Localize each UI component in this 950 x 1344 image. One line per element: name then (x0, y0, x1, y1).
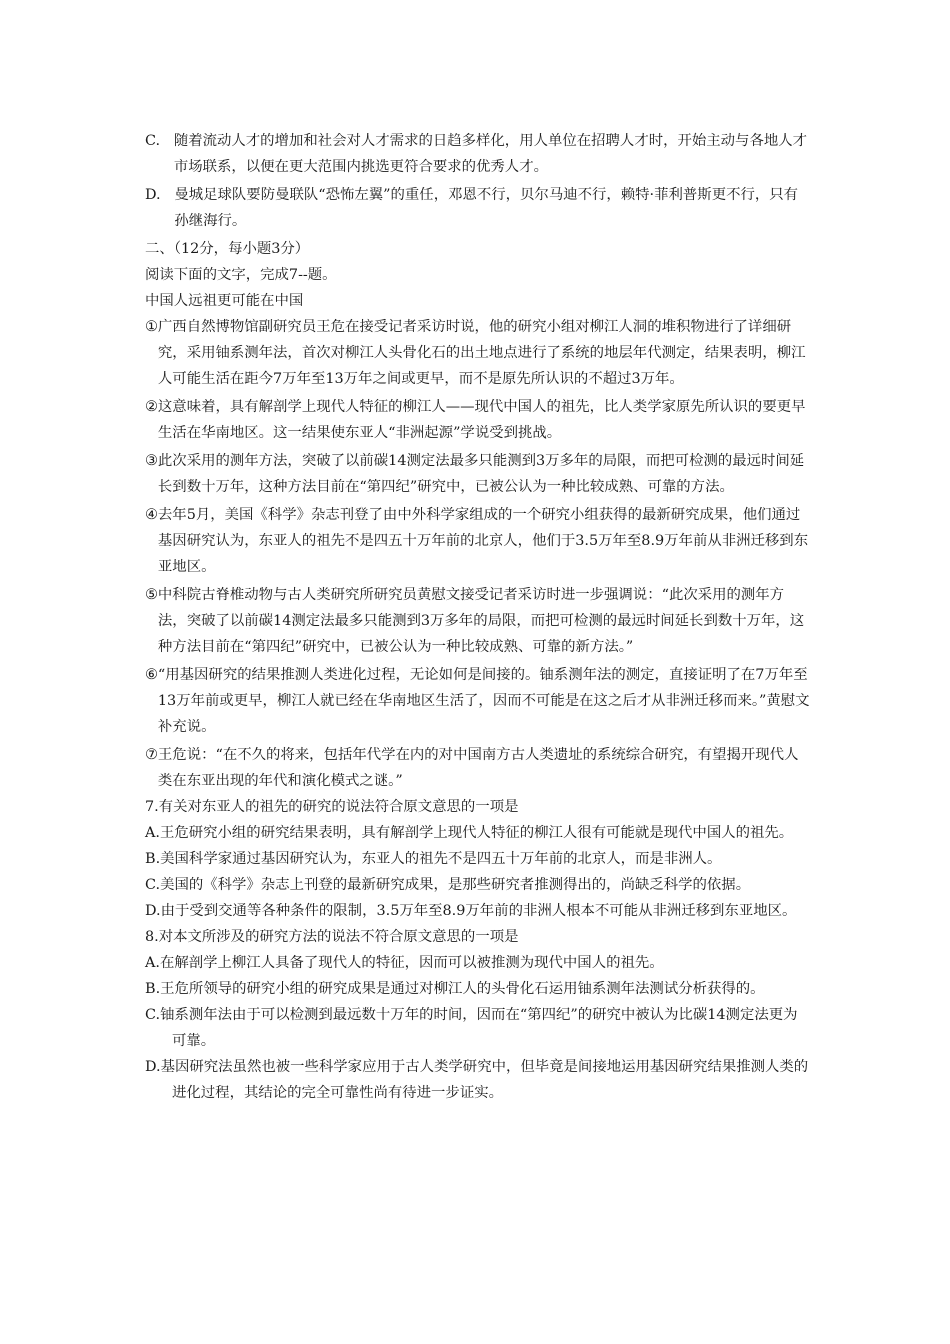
paragraph-number: ⑤ (145, 587, 158, 603)
answer-option-a: A.王危研究小组的研究结果表明，具有解剖学上现代人特征的柳江人很有可能就是现代中国人的祖先。 (145, 825, 794, 841)
paragraph-text: 中科院古脊椎动物与古人类研究所研究员黄慰文接受记者采访时进一步强调说：“此次采用的测年方法，突破了以前碳14测定法最多只能测到3万多年的局限，而把可检测的最远时间延长到数十万年，这种方法目前在“第四纪”研究中，已被公认为一种比较成熟、可靠的新方法。” (157, 587, 805, 655)
section-header: 二、（12分，每小题3分） (145, 241, 310, 257)
article-body (145, 314, 810, 794)
paragraph-number: ⑥ (145, 667, 158, 683)
paragraph (145, 448, 810, 500)
answer-option-b: B.美国科学家通过基因研究认为，东亚人的祖先不是四五十万年前的北京人，而是非洲人。 (145, 851, 722, 867)
answer-option-d: D.基因研究法虽然也被一些科学家应用于古人类学研究中，但毕竟是间接地运用基因研究结果推测人类的进化过程，其结论的完全可靠性尚有待进一步证实。 (145, 1059, 809, 1101)
option-label: D. (145, 187, 161, 203)
exam-page (145, 128, 810, 1106)
paragraph-text: 去年5月，美国《科学》杂志刊登了由中外科学家组成的一个研究小组获得的最新研究成果，他们通过基因研究认为，东亚人的祖先不是四五十万年前的北京人，他们于3.5万年至8.9万年前从非洲迁移到东亚地区。 (157, 507, 809, 575)
paragraph (145, 742, 810, 794)
paragraph (145, 662, 810, 740)
paragraph-number: ③ (145, 453, 158, 469)
paragraph-text: “用基因研究的结果推测人类进化过程，无论如何是间接的。铀系测年法的测定，直接证明了在7万年至13万年前或更早，柳江人就已经在华南地区生活了，因而不可能是在这之后才从非洲迁移而来。”黄慰文补充说。 (157, 667, 810, 735)
paragraph-text: 广西自然博物馆副研究员王危在接受记者采访时说，他的研究小组对柳江人洞的堆积物进行了详细研究，采用铀系测年法，首次对柳江人头骨化石的出土地点进行了系统的地层年代测定，结果表明，柳江人可能生活在距今7万年至13万年之间或更早，而不是原先所认识的不超过3万年。 (157, 319, 806, 387)
question-7 (145, 794, 810, 924)
option-text: 曼城足球队要防曼联队“恐怖左翼”的重任，邓恩不行，贝尔马迪不行，赖特·菲利普斯更不行，只有孙继海行。 (174, 187, 799, 229)
option-d-prev (145, 182, 810, 234)
paragraph (145, 394, 810, 446)
paragraph-number: ② (145, 399, 158, 415)
question-8 (145, 924, 810, 1106)
answer-option-d: D.由于受到交通等各种条件的限制，3.5万年至8.9万年前的非洲人根本不可能从非洲迁移到东亚地区。 (145, 903, 797, 919)
paragraph-number: ① (145, 319, 158, 335)
article-title: 中国人远祖更可能在中国 (145, 293, 304, 309)
answer-option-a: A.在解剖学上柳江人具备了现代人的特征，因而可以被推测为现代中国人的祖先。 (145, 955, 664, 971)
question-stem: 8.对本文所涉及的研究方法的说法不符合原文意思的一项是 (145, 929, 519, 945)
paragraph-number: ④ (145, 507, 158, 523)
option-text: 随着流动人才的增加和社会对人才需求的日趋多样化，用人单位在招聘人才时，开始主动与各地人才市场联系，以便在更大范围内挑选更符合要求的优秀人才。 (173, 133, 808, 175)
answer-option-b: B.王危所领导的研究小组的研究成果是通过对柳江人的头骨化石运用铀系测年法测试分析获得的。 (145, 981, 765, 997)
paragraph-number: ⑦ (145, 747, 158, 763)
question-stem: 7.有关对东亚人的祖先的研究的说法符合原文意思的一项是 (145, 799, 519, 815)
paragraph (145, 582, 810, 660)
option-c-prev (145, 128, 810, 180)
paragraph-text: 这意味着，具有解剖学上现代人特征的柳江人——现代中国人的祖先，比人类学家原先所认识的要更早生活在华南地区。这一结果使东亚人“非洲起源”学说受到挑战。 (157, 399, 806, 441)
paragraph (145, 314, 810, 392)
paragraph (145, 502, 810, 580)
answer-option-c: C.铀系测年法由于可以检测到最远数十万年的时间，因而在“第四纪”的研究中被认为比碳14测定法更为可靠。 (145, 1007, 798, 1049)
paragraph-text: 此次采用的测年方法，突破了以前碳14测定法最多只能测到3万多年的局限，而把可检测的最远时间延长到数十万年，这种方法目前在“第四纪”研究中，已被公认为一种比较成熟、可靠的方法。 (157, 453, 805, 495)
answer-option-c: C.美国的《科学》杂志上刊登的最新研究成果，是那些研究者推测得出的，尚缺乏科学的依据。 (145, 877, 751, 893)
instruction: 阅读下面的文字，完成7--题。 (145, 267, 337, 283)
option-label: C. (145, 133, 161, 149)
paragraph-text: 王危说：“在不久的将来，包括年代学在内的对中国南方古人类遗址的系统综合研究，有望揭开现代人类在东亚出现的年代和演化模式之谜。” (157, 747, 799, 789)
